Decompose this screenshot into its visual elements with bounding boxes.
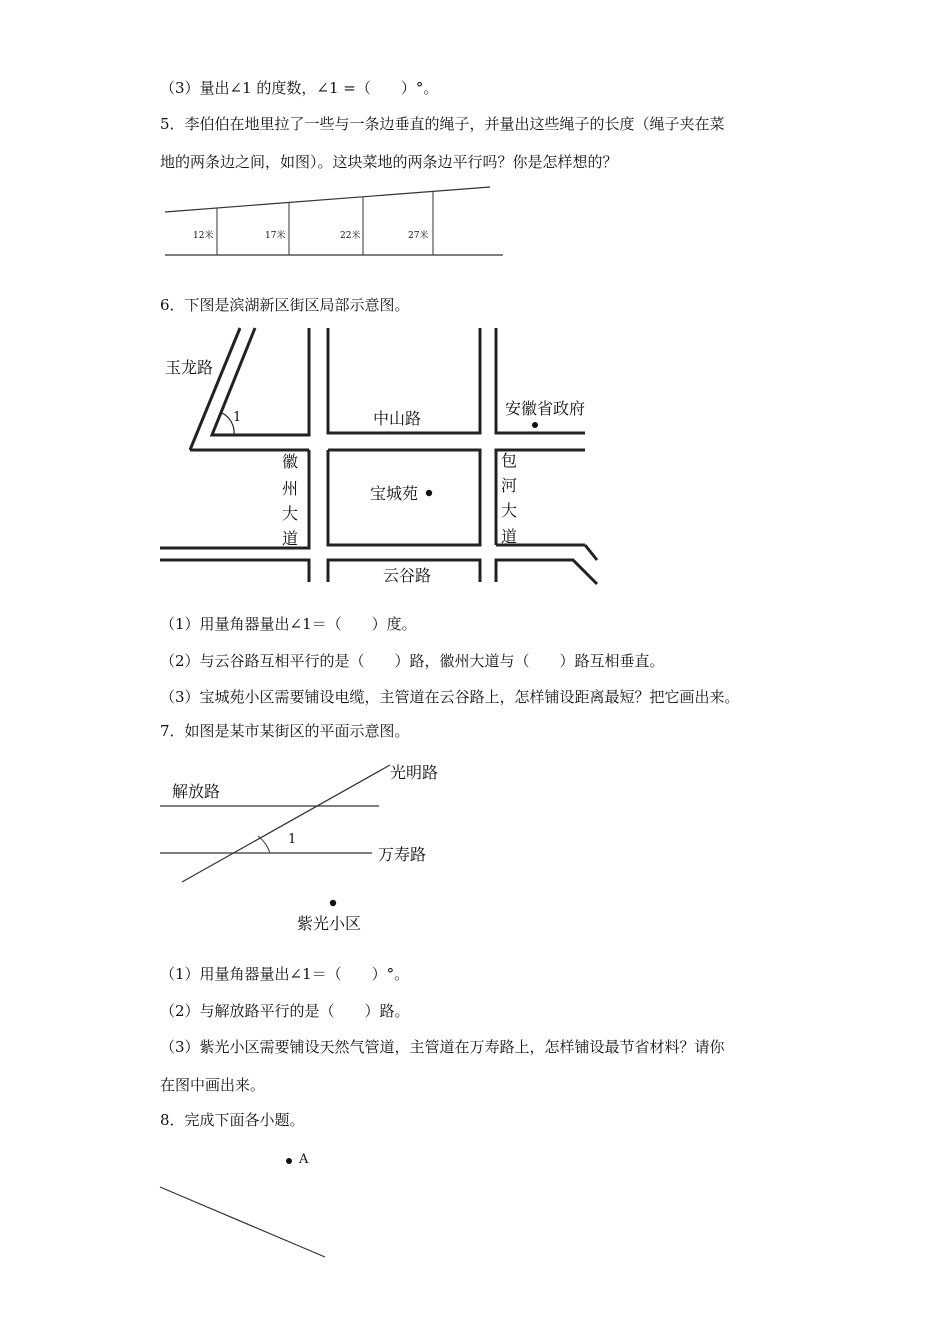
road-jiefang: 解放路 [172,782,221,801]
angle-1-label: 1 [233,410,242,425]
q7-part2: （2）与解放路平行的是（ ）路。 [160,1002,410,1020]
rope-label-2: 17米 [265,231,286,241]
road-baohe-1: 包 [501,451,518,470]
q6-part1: （1）用量角器量出∠1＝（ ）度。 [160,615,417,633]
baocheng-label: 宝城苑 [370,484,419,503]
rope-label-4: 27米 [408,231,429,241]
road-guangming: 光明路 [390,763,439,782]
angle-1-label-q7: 1 [288,832,297,847]
q7-title: 7．如图是某市某街区的平面示意图。 [160,722,410,740]
q7-street-map [0,755,950,940]
q5-text-line2: 地的两条边之间，如图）。这块菜地的两条边平行吗？你是怎样想的？ [160,153,618,171]
point-a [286,1158,292,1164]
q6-street-map [0,320,950,590]
road-huizhou-1: 徽 [282,452,299,471]
q6-part3: （3）宝城苑小区需要铺设电缆，主管道在云谷路上，怎样铺设距离最短？把它画出来。 [160,688,740,706]
q7-part3-line2: 在图中画出来。 [160,1076,266,1094]
q7-part3-line1: （3）紫光小区需要铺设天然气管道，主管道在万寿路上，怎样铺设最节省材料？请你 [160,1038,725,1056]
q6-part2: （2）与云谷路互相平行的是（ ）路，徽州大道与（ ）路互相垂直。 [160,652,665,670]
baocheng-point [426,490,432,496]
road-huizhou-4: 道 [282,529,299,548]
q4-part3: （3）量出∠1 的度数，∠1 =（ ）°。 [160,79,439,97]
q8-line [160,1187,325,1257]
anhui-gov-point [532,422,538,428]
rope-label-1: 12米 [193,231,214,241]
road-baohe-4: 道 [501,527,518,546]
road-zhongshan: 中山路 [373,409,422,428]
road-baohe-3: 大 [501,501,518,520]
rope-label-3: 22米 [340,231,361,241]
q8-figure [0,1140,950,1270]
q5-field-figure [0,180,950,270]
q5-text-line1: 5．李伯伯在地里拉了一些与一条边垂直的绳子，并量出这些绳子的长度（绳子夹在菜 [160,115,725,133]
q8-title: 8．完成下面各小题。 [160,1111,305,1129]
ziguang-point [330,900,336,906]
road-huizhou-3: 大 [282,504,299,523]
road-baohe-2: 河 [501,476,518,495]
anhui-gov-label: 安徽省政府 [505,399,586,418]
road-yungu: 云谷路 [383,566,432,585]
q7-part1: （1）用量角器量出∠1＝（ ）°。 [160,965,410,983]
point-a-label: A [299,1152,309,1167]
ziguang-label: 紫光小区 [297,914,362,933]
q6-title: 6．下图是滨湖新区街区局部示意图。 [160,296,410,314]
road-yulong: 玉龙路 [165,358,214,377]
road-huizhou-2: 州 [282,479,299,498]
road-wanshou: 万寿路 [378,845,427,864]
